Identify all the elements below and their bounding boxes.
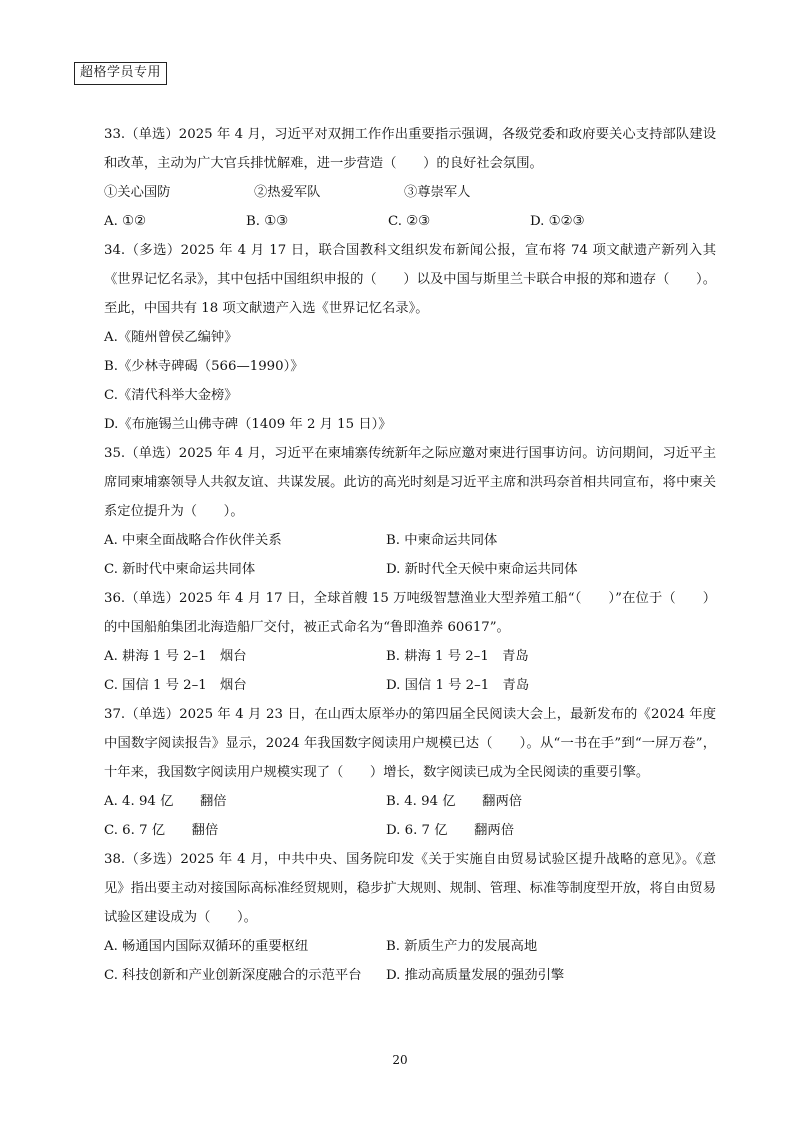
item-1: ①关心国防 xyxy=(104,185,171,200)
option-b: B. 4. 94 亿 翻两倍 xyxy=(386,794,523,809)
question-37-text: 37.（单选）2025 年 4 月 23 日，在山西太原举办的第四届全民阅读大会上，最新发布的《2024 年度中国数字阅读报告》显示，2024 年我国数字阅读用户规模已达（ ）。从“一书在手”到“一屏万卷”，十年来，我国数字阅读用户规模实现了（ ）增长，数字阅读已成为全民阅读的重要引擎。 xyxy=(104,707,716,780)
question-34-text: 34.（多选）2025 年 4 月 17 日，联合国教科文组织发布新闻公报，宣布将 74 项文献遗产新列入其《世界记忆名录》，其中包括中国组织申报的（ ）以及中国与斯里兰卡联合申报的郑和遗存（ ）。至此，中国共有 18 项文献遗产入选《世界记忆名录》。 xyxy=(104,243,716,316)
question-38-options-row-2 xyxy=(104,961,716,990)
option-b: B. 新质生产力的发展高地 xyxy=(386,939,538,954)
question-37-options-row-1 xyxy=(104,787,716,816)
option-a: A. 中柬全面战略合作伙伴关系 xyxy=(104,533,282,548)
question-33-text: 33.（单选）2025 年 4 月，习近平对双拥工作作出重要指示强调，各级党委和政府要关心支持部队建设和改革，主动为广大官兵排忧解难，进一步营造（ ）的良好社会氛围。 xyxy=(104,127,716,171)
question-34 xyxy=(104,236,716,439)
option-d: D. 6. 7 亿 翻两倍 xyxy=(386,823,515,838)
option-b: B.《少林寺碑碣（566—1990）》 xyxy=(104,359,304,374)
option-b: B. 耕海 1 号 2–1 青岛 xyxy=(386,649,529,664)
option-c: C. ②③ xyxy=(388,214,430,229)
option-d: D. 新时代全天候中柬命运共同体 xyxy=(386,562,578,577)
question-36 xyxy=(104,584,716,700)
header-label: 超格学员专用 xyxy=(80,65,162,80)
option-c: C. 国信 1 号 2–1 烟台 xyxy=(104,678,247,693)
question-36-options-row-2 xyxy=(104,671,716,700)
option-d: D.《布施锡兰山佛寺碑（1409 年 2 月 15 日）》 xyxy=(104,417,392,432)
header-label-box xyxy=(74,62,167,85)
question-38-options-row-1 xyxy=(104,932,716,961)
option-c: C.《清代科举大金榜》 xyxy=(104,388,238,403)
option-a: A. 4. 94 亿 翻倍 xyxy=(104,794,227,809)
option-a: A. 耕海 1 号 2–1 烟台 xyxy=(104,649,247,664)
option-a: A. ①② xyxy=(104,214,146,229)
option-d: D. ①②③ xyxy=(530,214,585,229)
question-36-options-row-1 xyxy=(104,642,716,671)
question-37-options-row-2 xyxy=(104,816,716,845)
item-2: ②热爱军队 xyxy=(254,185,321,200)
page-number: 20 xyxy=(392,1053,408,1067)
option-c: C. 6. 7 亿 翻倍 xyxy=(104,823,219,838)
option-d: D. 推动高质量发展的强劲引擎 xyxy=(386,968,565,983)
item-3: ③尊崇军人 xyxy=(404,185,471,200)
option-b: B. 中柬命运共同体 xyxy=(386,533,498,548)
question-35 xyxy=(104,439,716,584)
question-33-items xyxy=(104,178,716,207)
question-36-text: 36.（单选）2025 年 4 月 17 日，全球首艘 15 万吨级智慧渔业大型养殖工船“（ ）”在位于（ ）的中国船舶集团北海造船厂交付，被正式命名为“鲁即渔养 60617”。 xyxy=(104,591,716,635)
question-35-options-row-2 xyxy=(104,555,716,584)
question-38-text: 38.（多选）2025 年 4 月，中共中央、国务院印发《关于实施自由贸易试验区提升战略的意见》。《意见》指出要主动对接国际高标准经贸规则，稳步扩大规则、规制、管理、标准等制度型开放，将自由贸易试验区建设成为（ ）。 xyxy=(104,852,716,925)
option-c: C. 新时代中柬命运共同体 xyxy=(104,562,256,577)
question-33 xyxy=(104,120,716,236)
option-a: A.《随州曾侯乙编钟》 xyxy=(104,330,238,345)
question-35-text: 35.（单选）2025 年 4 月，习近平在柬埔寨传统新年之际应邀对柬进行国事访问。访问期间，习近平主席同柬埔寨领导人共叙友谊、共谋发展。此访的高光时刻是习近平主席和洪玛奈首相共同宣布，将中柬关系定位提升为（ ）。 xyxy=(104,446,716,519)
option-c: C. 科技创新和产业创新深度融合的示范平台 xyxy=(104,968,362,983)
option-b: B. ①③ xyxy=(246,214,289,229)
question-list xyxy=(104,120,716,990)
question-35-options-row-1 xyxy=(104,526,716,555)
question-33-options xyxy=(104,207,716,236)
option-a: A. 畅通国内国际双循环的重要枢纽 xyxy=(104,939,309,954)
question-38 xyxy=(104,845,716,990)
question-37 xyxy=(104,700,716,845)
option-d: D. 国信 1 号 2–1 青岛 xyxy=(386,678,530,693)
